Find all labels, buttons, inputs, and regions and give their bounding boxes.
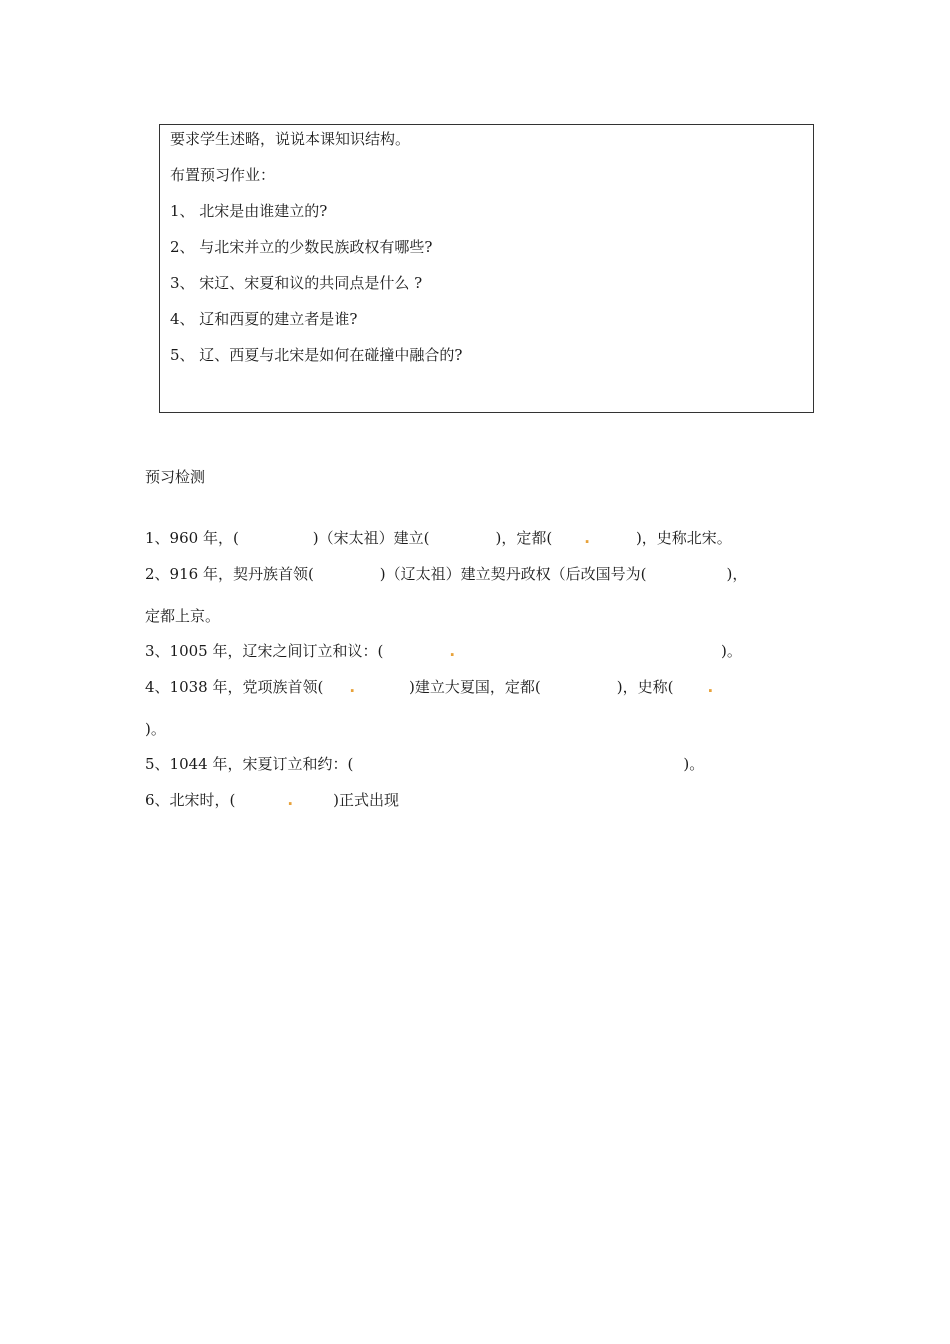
question-4: [145, 677, 713, 697]
box-line-q4: 4、 辽和西夏的建立者是谁?: [170, 310, 358, 328]
q1-part-a: 1、960 年，(: [145, 529, 239, 547]
question-3: [145, 641, 742, 661]
box-line-summary: 要求学生述略，说说本课知识结构。: [170, 130, 411, 148]
q2-part-a: 2、916 年，契丹族首领(: [145, 565, 314, 583]
box-line-q3: 3、 宋辽、宋夏和议的共同点是什么 ?: [170, 274, 423, 292]
q6-dot-mark: .: [287, 791, 294, 809]
q6-part-b: )正式出现: [333, 791, 399, 809]
question-6: [145, 790, 399, 810]
q2-part-b: )（辽太祖）建立契丹政权（后改国号为(: [379, 565, 647, 583]
question-5: [145, 754, 704, 774]
q2-part-c: )，: [726, 565, 748, 583]
box-line-q2: 2、 与北宋并立的少数民族政权有哪些?: [170, 238, 433, 256]
q4-part-a: 4、1038 年，党项族首领(: [145, 678, 324, 696]
question-2: [145, 564, 747, 584]
q5-part-a: 5、1044 年，宋夏订立和约：(: [145, 755, 354, 773]
q3-part-a: 3、1005 年，辽宋之间订立和议：(: [145, 642, 384, 660]
box-line-homework-title: 布置预习作业：: [170, 166, 276, 184]
box-line-q5: 5、 辽、西夏与北宋是如何在碰撞中融合的?: [170, 346, 463, 364]
q6-part-a: 6、北宋时，(: [145, 791, 236, 809]
q4-dot-mark-2: .: [707, 678, 714, 696]
box-line-q1: 1、 北宋是由谁建立的?: [170, 202, 328, 220]
question-2-cont: 定都上京。: [145, 607, 221, 625]
section-title: 预习检测: [145, 468, 206, 486]
q3-part-b: )。: [721, 642, 742, 660]
q5-part-b: )。: [683, 755, 705, 773]
q3-dot-mark: .: [449, 642, 456, 660]
q4-dot-mark-1: .: [349, 678, 356, 696]
question-4-cont: )。: [145, 720, 166, 738]
q1-part-b: )（宋太祖）建立(: [312, 529, 430, 547]
q1-part-c: )，定都(: [495, 529, 553, 547]
question-1: [145, 528, 732, 548]
q1-dot-mark: .: [584, 529, 590, 547]
homework-box: [159, 124, 814, 413]
q4-part-b: )建立大夏国，定都(: [409, 678, 541, 696]
q1-part-d: )，史称北宋。: [635, 529, 732, 547]
q4-part-c: )，史称(: [616, 678, 674, 696]
